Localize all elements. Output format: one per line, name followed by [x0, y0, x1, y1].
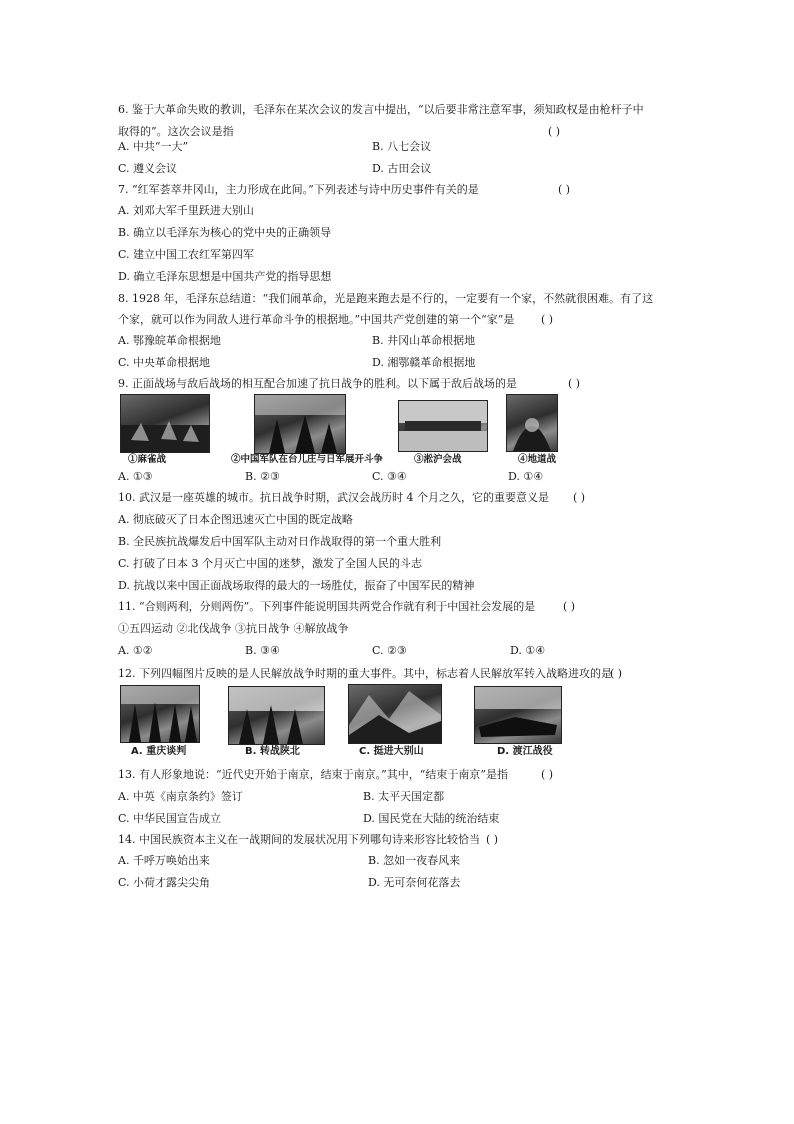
q9-photo-1 — [120, 394, 210, 453]
q8-option-a[interactable]: A. 鄂豫皖革命根据地 — [118, 334, 221, 347]
q7-option-b[interactable]: B. 确立以毛泽东为核心的党中央的正确领导 — [118, 226, 332, 239]
q9-photo-2 — [254, 394, 346, 454]
q12-caption-c: C. 挺进大别山 — [359, 746, 424, 757]
q11-option-c[interactable]: C. ②③ — [372, 644, 407, 657]
q14-option-a[interactable]: A. 千呼万唤始出来 — [118, 854, 210, 867]
q9-option-a[interactable]: A. ①③ — [118, 470, 153, 483]
q9-option-b[interactable]: B. ②③ — [245, 470, 280, 483]
q8-answer-paren[interactable]: ( ) — [541, 313, 554, 326]
q14-stem: 14. 中国民族资本主义在一战期间的发展状况用下列哪句诗来形容比较恰当 — [118, 833, 480, 846]
q12-answer-paren[interactable]: ( ) — [610, 667, 623, 680]
q11-items: ①五四运动 ②北伐战争 ③抗日战争 ④解放战争 — [118, 622, 349, 635]
q6-option-d[interactable]: D. 古田会议 — [372, 162, 432, 175]
q9-option-c[interactable]: C. ③④ — [372, 470, 407, 483]
q14-option-d[interactable]: D. 无可奈何花落去 — [368, 876, 461, 889]
q6-option-c[interactable]: C. 遵义会议 — [118, 162, 178, 175]
q11-stem: 11. “合则两利，分则两伤”。下列事件能说明国共两党合作就有利于中国社会发展的是 — [118, 600, 536, 613]
q9-option-d[interactable]: D. ①④ — [508, 470, 544, 483]
q14-answer-paren[interactable]: ( ) — [486, 833, 499, 846]
q13-option-d[interactable]: D. 国民党在大陆的统治结束 — [363, 812, 500, 825]
q13-option-b[interactable]: B. 太平天国定都 — [363, 790, 445, 803]
q8-option-c[interactable]: C. 中央革命根据地 — [118, 356, 211, 369]
q10-option-a[interactable]: A. 彻底破灭了日本企图迅速灭亡中国的既定战略 — [118, 513, 353, 526]
q14-option-b[interactable]: B. 忽如一夜春风来 — [368, 854, 461, 867]
q7-stem: 7. “红军荟萃井冈山，主力形成在此间。”下列表述与诗中历史事件有关的是 — [118, 183, 479, 196]
q12-caption-d: D. 渡江战役 — [497, 746, 553, 757]
q9-answer-paren[interactable]: ( ) — [568, 377, 581, 390]
q12-photo-d — [474, 686, 562, 744]
q9-caption-3: ③淞沪会战 — [414, 454, 462, 465]
q8-stem-line1: 8. 1928 年，毛泽东总结道：“我们闹革命，光是跑来跑去是不行的，一定要有一个家，不然就很困难。有了这 — [118, 292, 654, 305]
q10-answer-paren[interactable]: ( ) — [573, 491, 586, 504]
q9-photo-4 — [506, 394, 558, 452]
q13-option-a[interactable]: A. 中英《南京条约》签订 — [118, 790, 243, 803]
q12-caption-a: A. 重庆谈判 — [131, 746, 187, 757]
q12-photo-a — [120, 685, 200, 743]
q7-option-a[interactable]: A. 刘邓大军千里跃进大别山 — [118, 204, 254, 217]
q8-option-b[interactable]: B. 井冈山革命根据地 — [372, 334, 476, 347]
q11-option-a[interactable]: A. ①② — [118, 644, 153, 657]
q10-option-c[interactable]: C. 打破了日本 3 个月灭亡中国的迷梦，激发了全国人民的斗志 — [118, 557, 423, 570]
q10-option-d[interactable]: D. 抗战以来中国正面战场取得的最大的一场胜仗，振奋了中国军民的精神 — [118, 579, 475, 592]
q6-option-b[interactable]: B. 八七会议 — [372, 140, 432, 153]
q7-option-d[interactable]: D. 确立毛泽东思想是中国共产党的指导思想 — [118, 270, 332, 283]
q10-stem: 10. 武汉是一座英雄的城市。抗日战争时期，武汉会战历时 4 个月之久，它的重要意义是 — [118, 491, 549, 504]
q12-caption-b: B. 转战陕北 — [245, 746, 300, 757]
q7-option-c[interactable]: C. 建立中国工农红军第四军 — [118, 248, 255, 261]
q9-caption-2: ②中国军队在台儿庄与日军展开斗争 — [231, 454, 384, 465]
q14-option-c[interactable]: C. 小荷才露尖尖角 — [118, 876, 211, 889]
q7-answer-paren[interactable]: ( ) — [558, 183, 571, 196]
q9-stem: 9. 正面战场与敌后战场的相互配合加速了抗日战争的胜利。以下属于敌后战场的是 — [118, 377, 517, 390]
q12-photo-b — [228, 686, 325, 745]
q6-stem-line2: 取得的”。这次会议是指 — [118, 125, 234, 138]
q11-option-d[interactable]: D. ①④ — [510, 644, 546, 657]
q8-stem-line2: 个家，就可以作为同敌人进行革命斗争的根据地。”中国共产党创建的第一个“家”是 — [118, 313, 515, 326]
q9-photo-3 — [398, 400, 488, 452]
q10-option-b[interactable]: B. 全民族抗战爆发后中国军队主动对日作战取得的第一个重大胜利 — [118, 535, 442, 548]
q12-stem: 12. 下列四幅图片反映的是人民解放战争时期的重大事件。其中，标志着人民解放军转入战略进攻的是 — [118, 667, 612, 680]
q11-answer-paren[interactable]: ( ) — [563, 600, 576, 613]
q6-option-a[interactable]: A. 中共“一大” — [118, 140, 189, 153]
q13-stem: 13. 有人形象地说：“近代史开始于南京，结束于南京。”其中，“结束于南京”是指 — [118, 768, 508, 781]
q6-stem-line1: 6. 鉴于大革命失败的教训，毛泽东在某次会议的发言中提出，“以后要非常注意军事，须知政权是由枪杆子中 — [118, 103, 644, 116]
q12-photo-c — [348, 684, 442, 744]
q6-answer-paren[interactable]: ( ) — [548, 125, 561, 138]
q8-option-d[interactable]: D. 湘鄂赣革命根据地 — [372, 356, 476, 369]
q9-caption-1: ①麻雀战 — [128, 454, 167, 465]
q9-caption-4: ④地道战 — [518, 454, 557, 465]
q11-option-b[interactable]: B. ③④ — [245, 644, 280, 657]
q13-option-c[interactable]: C. 中华民国宣告成立 — [118, 812, 222, 825]
q13-answer-paren[interactable]: ( ) — [541, 768, 554, 781]
